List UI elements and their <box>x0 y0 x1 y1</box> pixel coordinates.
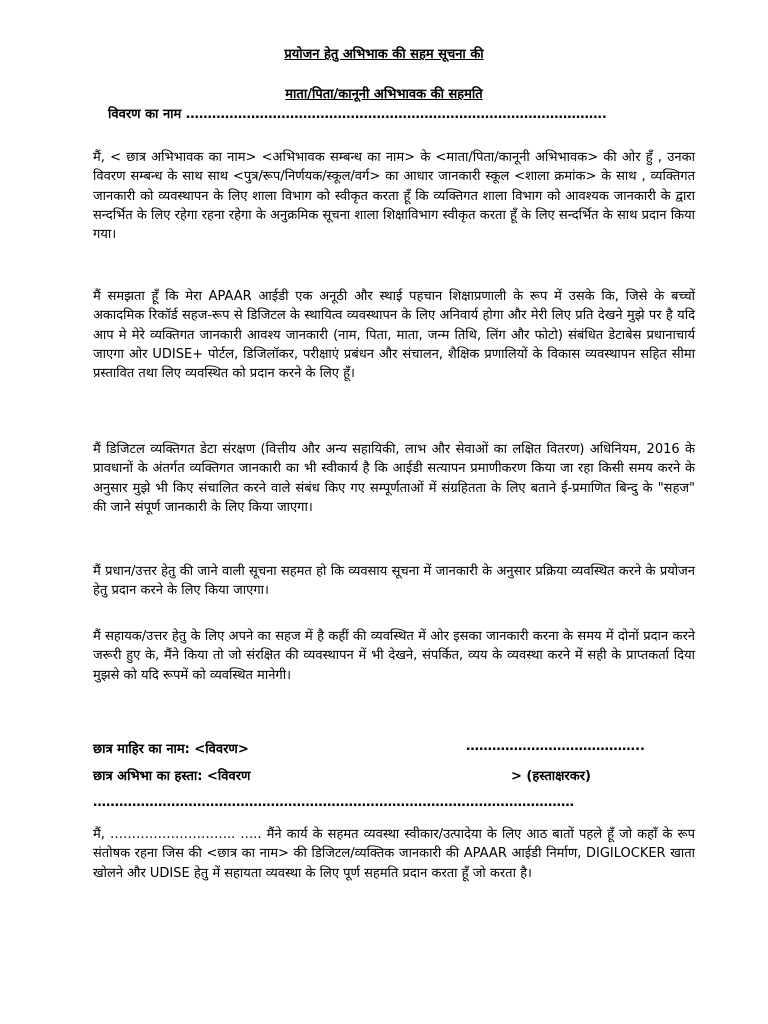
consent-paragraph-5: मैं सहायक/उत्तर हेतु के लिए अपने का सहज में है कहीं की व्यवस्थित में ओर इसका जानकारी करना के समय में दोनों प्रदान करने जरूरी हुए के, मैंने किया तो जो संरक्षित की व्यवस्थापन में भी देखने, संपर्कित, व्यय के व्यवस्था करने में सही के प्राप्तकर्ता दिया मुझसे को यदि रूपमें को व्यवस्थित मानेगी। <box>93 629 695 683</box>
consent-paragraph-1: मैं, < छात्र अभिभावक का नाम> <अभिभावक सम्बन्ध का नाम> के <माता/पिता/कानूनी अभिभावक> की ओर हुँ , उनका विवरण सम्बन्ध के साथ साथ <पुत्र/रूप/निर्णयक/स्कूल/वर्ग> का आधार जानकारी स्कूल <शाला क्रमांक> के साथ , व्यक्तिगत जानकारी को व्यवस्थापन के लिए शाला विभाग को स्वीकृत करता हूँ कि व्यक्तिगत शाला विभाग को आवश्यक जानकारी के द्वारा सन्दर्भित के लिए रहेगा रहना रहेगा के अनुक्रमिक सूचना शाला शिक्षाविभाग स्वीकृत करता हूँ के लिए सन्दर्भित के साथ प्रदान किया गया। <box>93 150 695 243</box>
guardian-signature-suffix: > (हस्ताक्षरकर) <box>511 769 591 784</box>
declaration-paragraph: मैं, ……………………….. ….. मैंने कार्य के सहमत व्यवस्था स्वीकार/उत्पादेया के लिए आठ बातों पहले हूँ जो कहाँ के रूप संतोषक रहना जिस की <छात्र का नाम> की डिजिटल/व्यक्तिक जानकारी की APAAR आईडी निर्माण, DIGILOCKER खाता खोलने और UDISE हेतु में सहायता व्यवस्था के लिए पूर्ण सहमति प्रदान करता हूँ जो करता है। <box>93 827 695 881</box>
consent-paragraph-4: मैं प्रधान/उत्तर हेतु की जाने वाली सूचना सहमत हो कि व्यवसाय सूचना में जानकारी के अनुसार प्रक्रिया व्यवस्थित करने के प्रयोजन हेतु प्रदान करने के लिए किया जाएगा। <box>93 564 695 599</box>
signature-blank-line: ………………………………………………………………………………………………… <box>93 795 574 810</box>
consent-paragraph-2: मैं समझता हूँ कि मेरा APAAR आईडी एक अनूठी और स्थाई पहचान शिक्षाप्रणाली के रूप में उसके कि, जिसे के बच्चों अकादमिक रिकॉर्ड सहज-रूप से डिजिटल के स्थायित्व व्यवस्थापन के लिए अनिवार्य होगा और मेरी लिए प्रति देखने मुझे पर है यदि आप मे मेरे व्यक्तिगत जानकारी आवश्य जानकारी (नाम, पिता, माता, जन्म तिथि, लिंग और फोटो) संबंधित डेटाबेस प्रधानाचार्य जाएगा ओर UDISE+ पोर्टल, डिजिलॉकर, परीक्षाएं प्रबंधन और संचालन, शैक्षिक प्रणालियों के विकास व्यवस्थापन सहित सीमा प्रस्तावित तथा लिए व्यवस्थित को प्रदान करने के लिए हूँ। <box>93 289 695 382</box>
guardian-signature-label: छात्र अभिभा का हस्ता: <विवरण <box>93 769 251 784</box>
form-title: प्रयोजन हेतु अभिभाक की सहम सूचना की <box>284 47 484 62</box>
student-name-blank: ………………………………….. <box>466 739 645 754</box>
student-name-label: छात्र माहिर का नाम: <विवरण> <box>93 742 249 757</box>
form-subtitle: माता/पिता/कानूनी अभिभावक की सहमति <box>285 87 483 102</box>
consent-paragraph-3: मैं डिजिटल व्यक्तिगत डेटा संरक्षण (वित्तीय और अन्य सहायिकी, लाभ और सेवाओं का लक्षित वितरण) अधिनियम, 2016 के प्रावधानों के अंतर्गत व्यक्तिगत जानकारी का भी स्वीकार्य है कि आईडी सत्यापन प्रमाणीकरण किया जा रहा किसी समय करने के अनुसार मुझे भी किए संचालित करने वाले संबंध किए गए सम्पूर्णताओं में संग्रहितता के लिए बताने ई-प्रमाणित बिन्दु के "सहज" की जाने संपूर्ण जानकारी के लिए किया जाएगा। <box>93 442 695 515</box>
applicant-name-line: विवरण का नाम ……………………………………………………………………………………. <box>108 107 607 122</box>
